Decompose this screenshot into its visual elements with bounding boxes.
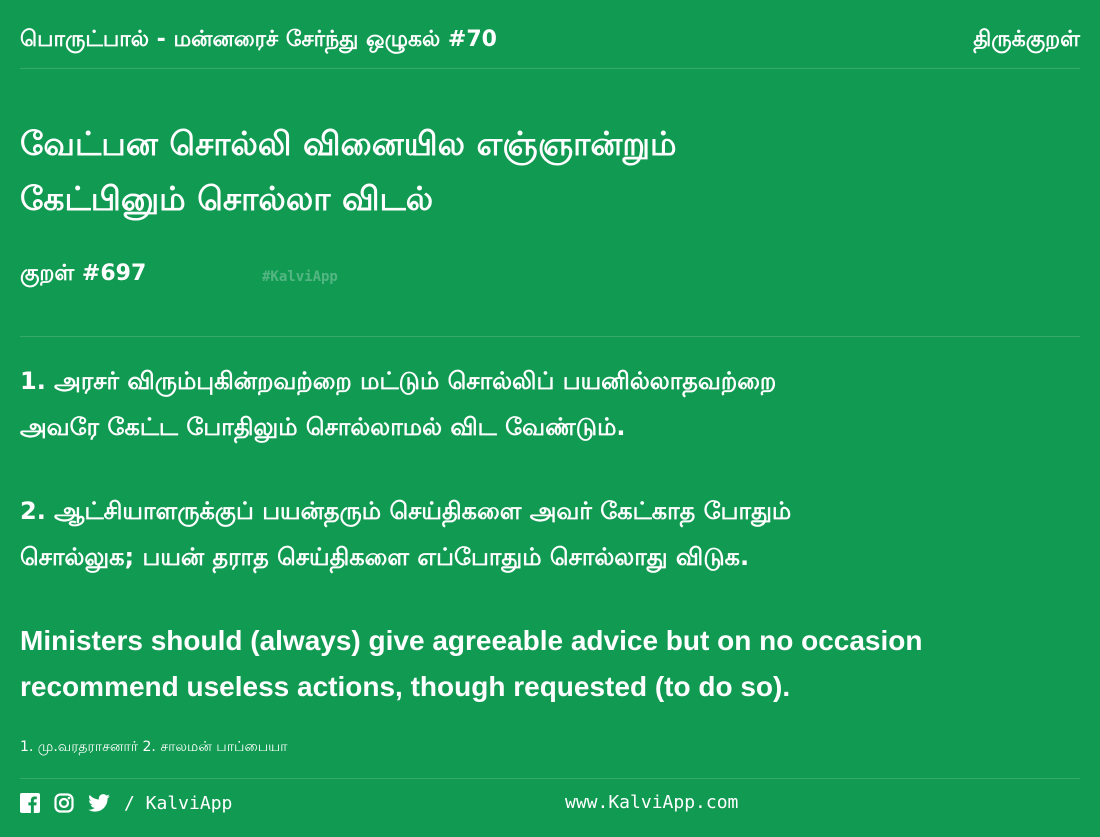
meaning-2-line-2: சொல்லுக; பயன் தராத செய்திகளை எப்போதும் சொல்லாது விடுக.: [20, 543, 750, 571]
footer-divider: [20, 778, 1080, 779]
facebook-icon[interactable]: [20, 793, 40, 813]
meaning-2: [20, 488, 791, 580]
english-line-1: Ministers should (always) give agreeable advice but on no occasion: [20, 625, 923, 656]
meaning-1-line-2: அவரே கேட்ட போதிலும் சொல்லாமல் விட வேண்டும்.: [20, 413, 626, 441]
website-link[interactable]: www.KalviApp.com: [565, 792, 739, 813]
social-links: [20, 792, 232, 814]
divider: [20, 336, 1080, 337]
kural-line-2: கேட்பினும் சொல்லா விடல்: [20, 179, 434, 218]
meaning-1-line-1: 1. அரசர் விரும்புகின்றவற்றை மட்டும் சொல்லிப் பயனில்லாதவற்றை: [20, 367, 777, 395]
authors-credit: 1. மு.வரதராசனார் 2. சாலமன் பாப்பையா: [20, 739, 288, 755]
english-line-2: recommend useless actions, though requested (to do so).: [20, 671, 791, 702]
kural-number: குறள் #697: [20, 261, 147, 286]
kural-line-1: வேட்பன சொல்லி வினையில எஞ்ஞான்றும்: [20, 124, 677, 163]
meaning-2-line-1: 2. ஆட்சியாளருக்குப் பயன்தரும் செய்திகளை அவர் கேட்காத போதும்: [20, 497, 792, 525]
watermark: #KalviApp: [262, 269, 338, 285]
meaning-1: [20, 358, 776, 450]
english-translation: [20, 618, 922, 710]
twitter-icon[interactable]: [88, 794, 110, 812]
instagram-icon[interactable]: [54, 793, 74, 813]
section-title: பொருட்பால் - மன்னரைச் சேர்ந்து ஒழுகல் #70: [20, 27, 497, 52]
social-handle[interactable]: / KalviApp: [124, 792, 233, 814]
header: [20, 0, 1080, 69]
kural-verse: [20, 116, 677, 226]
book-title: திருக்குறள்: [973, 27, 1080, 52]
